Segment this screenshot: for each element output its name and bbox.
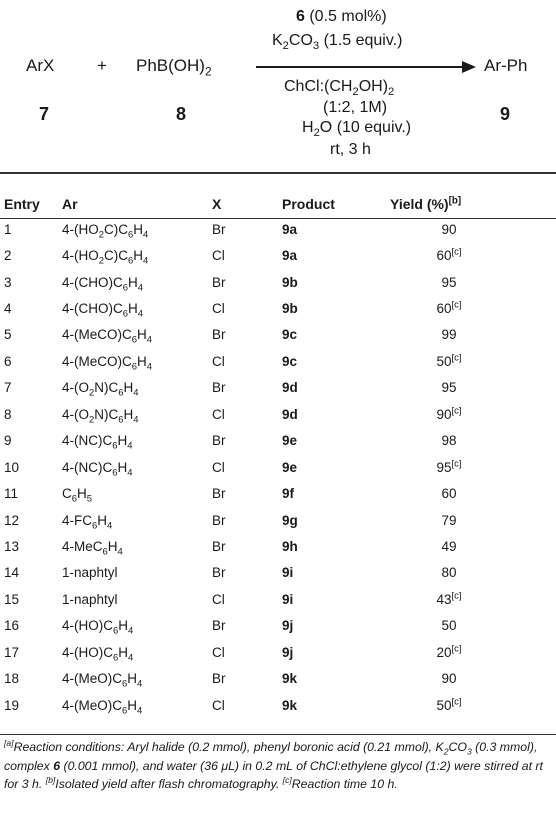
cell-yield: 95: [441, 380, 457, 396]
table-row: [0, 322, 556, 348]
table-row: [0, 269, 556, 295]
table-row: [0, 375, 556, 401]
header-entry: Entry: [4, 196, 40, 212]
cell-ar: $4-(CHO)C_6H_4$: [62, 301, 143, 320]
cell-entry: 19: [4, 697, 20, 713]
cell-product: 9d: [282, 406, 298, 422]
condition-catalyst: 6 (0.5 mol%): [296, 8, 387, 25]
cell-yield: 95[c]: [436, 458, 462, 475]
cell-x: Cl: [212, 406, 225, 422]
table-row: [0, 507, 556, 533]
table-row: [0, 401, 556, 427]
cell-product: 9i: [282, 591, 294, 607]
cell-yield: 80: [441, 565, 457, 581]
cell-product: 9i: [282, 565, 294, 581]
cell-product: 9f: [282, 486, 295, 502]
cell-x: Br: [212, 565, 226, 581]
cell-product: 9b: [282, 301, 298, 317]
cell-entry: 16: [4, 618, 20, 634]
cell-yield: 60: [441, 486, 457, 502]
cell-product: 9c: [282, 353, 298, 369]
top-rule: [0, 172, 556, 174]
results-table: [0, 192, 556, 718]
table-footnote: [a]Reaction conditions: Aryl halide (0.2 mmol), phenyl boronic acid (0.21 mmol), $K_2CO_3$ (0.3 mmol), complex 6 (0.001 mmol), and water (36 μL) in 0.2 mL of ChCl:ethylene glycol (1:2) were stirred at rt for 3 h. [b]Isolated yield after flash chromatography. [c]Reaction time 10 h.: [4, 737, 543, 791]
table-row: [0, 639, 556, 665]
cell-yield: 20[c]: [436, 643, 462, 660]
table-row: [0, 665, 556, 691]
cell-yield: 60[c]: [436, 299, 462, 317]
cell-entry: 17: [4, 644, 20, 660]
reactant-arx-number: 7: [39, 104, 50, 124]
cell-x: Br: [212, 433, 226, 449]
reactant-arx: ArX: [26, 56, 55, 75]
reaction-scheme: [0, 0, 556, 160]
table-row: [0, 560, 556, 586]
cell-product: 9b: [282, 274, 298, 290]
cell-entry: 11: [4, 486, 19, 502]
cell-ar: $4-(MeCO)C_6H_4$: [62, 353, 152, 373]
header-product: Product: [282, 196, 335, 212]
cell-ar: 1-naphtyl: [62, 565, 118, 581]
plus-sign: +: [97, 56, 107, 75]
cell-entry: 1: [4, 221, 12, 237]
cell-entry: 9: [4, 433, 12, 449]
cell-product: 9d: [282, 380, 298, 396]
table-row: [0, 216, 556, 242]
table-header-row: [0, 192, 556, 216]
cell-yield: 99: [441, 327, 457, 343]
table-row: [0, 613, 556, 639]
cell-x: Cl: [212, 459, 225, 475]
cell-x: Cl: [212, 697, 225, 713]
cell-ar: $4-(NC)C_6H_4$: [62, 459, 133, 479]
cell-product: 9k: [282, 671, 298, 687]
cell-ar: $4-(HO_2C)C_6H_4$: [62, 248, 149, 267]
cell-entry: 2: [4, 248, 12, 264]
reactant-boronic-acid: $PhB(OH)_2$: [136, 56, 212, 79]
cell-entry: 10: [4, 459, 20, 475]
cell-entry: 6: [4, 353, 12, 369]
cell-entry: 3: [4, 274, 12, 290]
condition-base: $K_2CO_3$ (1.5 equiv.): [272, 32, 403, 53]
cell-x: Cl: [212, 301, 225, 317]
cell-yield: 95: [441, 274, 457, 290]
cell-x: Cl: [212, 591, 225, 607]
table-row: [0, 480, 556, 506]
condition-water: $H_2O$ (10 equiv.): [302, 119, 412, 140]
cell-product: 9e: [282, 433, 298, 449]
cell-x: Cl: [212, 644, 225, 660]
cell-x: Br: [212, 380, 226, 396]
cell-ar: $4-(MeO)C_6H_4$: [62, 697, 143, 717]
cell-product: 9a: [282, 221, 298, 237]
cell-product: 9g: [282, 512, 298, 528]
table-row: [0, 454, 556, 480]
header-ar: Ar: [62, 196, 78, 212]
cell-x: Br: [212, 512, 226, 528]
table-row: [0, 348, 556, 374]
cell-ar: $4-(MeO)C_6H_4$: [62, 671, 143, 690]
cell-x: Br: [212, 538, 226, 554]
cell-entry: 14: [4, 565, 20, 581]
cell-product: 9a: [282, 248, 298, 264]
cell-yield: 90[c]: [436, 405, 462, 422]
cell-yield: 50[c]: [436, 696, 462, 713]
cell-yield: 90: [441, 221, 457, 237]
condition-time: rt, 3 h: [330, 141, 371, 158]
cell-ar: $4-(O_2N)C_6H_4$: [62, 406, 139, 426]
cell-yield: 49: [441, 538, 457, 554]
cell-x: Br: [212, 486, 226, 502]
header-x: X: [212, 196, 222, 212]
table-row: [0, 428, 556, 454]
cell-ar: $4-(MeCO)C_6H_4$: [62, 327, 152, 347]
condition-solvent: $ChCl:(CH_2OH)_2$: [284, 78, 395, 99]
cell-entry: 7: [4, 380, 12, 396]
cell-yield: 98: [441, 433, 457, 449]
cell-entry: 18: [4, 671, 20, 687]
table-row: [0, 242, 556, 268]
cell-ar: $4-(NC)C_6H_4$: [62, 433, 133, 452]
cell-product: 9j: [282, 644, 294, 660]
cell-ar: $4-(HO)C_6H_4$: [62, 644, 134, 664]
cell-yield: 60[c]: [436, 246, 462, 264]
table-row: [0, 692, 556, 718]
reaction-arrow: [256, 66, 468, 68]
cell-yield: 79: [441, 512, 457, 528]
reaction-arrow-head: [462, 61, 476, 73]
table-row: [0, 533, 556, 559]
cell-product: 9h: [282, 538, 298, 554]
cell-product: 9k: [282, 697, 298, 713]
cell-ar: $C_6H_5$: [62, 486, 92, 505]
cell-x: Br: [212, 671, 226, 687]
cell-entry: 4: [4, 301, 12, 317]
cell-product: 9c: [282, 327, 298, 343]
cell-x: Cl: [212, 353, 225, 369]
cell-ar: $4-FC_6H_4$: [62, 512, 113, 532]
cell-product: 9e: [282, 459, 298, 475]
cell-entry: 13: [4, 538, 20, 554]
product-arph: Ar-Ph: [484, 56, 528, 75]
product-number: 9: [500, 104, 511, 124]
cell-entry: 15: [4, 591, 20, 607]
cell-ar: $4-(CHO)C_6H_4$: [62, 274, 143, 294]
cell-yield: 50[c]: [436, 352, 462, 369]
cell-product: 9j: [282, 618, 294, 634]
cell-x: Br: [212, 618, 226, 634]
cell-ar: $4-(HO)C_6H_4$: [62, 618, 134, 637]
bottom-rule: [0, 734, 556, 735]
table-row: [0, 586, 556, 612]
table-row: [0, 295, 556, 321]
cell-x: Br: [212, 221, 226, 237]
cell-ar: 1-naphtyl: [62, 591, 118, 607]
cell-yield: 50: [441, 618, 457, 634]
cell-entry: 12: [4, 512, 20, 528]
cell-x: Br: [212, 327, 226, 343]
header-yield: Yield (%)[b]: [390, 195, 462, 212]
cell-ar: $4-(O_2N)C_6H_4$: [62, 380, 139, 400]
reactant-boronic-acid-number: 8: [176, 104, 187, 124]
cell-yield: 90: [441, 671, 457, 687]
cell-ar: $4-MeC_6H_4$: [62, 538, 123, 558]
cell-x: Br: [212, 274, 226, 290]
cell-ar: $4-(HO_2C)C_6H_4$: [62, 221, 149, 241]
cell-entry: 8: [4, 406, 12, 422]
cell-x: Cl: [212, 248, 225, 264]
table-body: [0, 216, 556, 718]
cell-yield: 43[c]: [436, 590, 462, 607]
condition-solvent-ratio: (1:2, 1M): [323, 99, 388, 116]
cell-entry: 5: [4, 327, 12, 343]
